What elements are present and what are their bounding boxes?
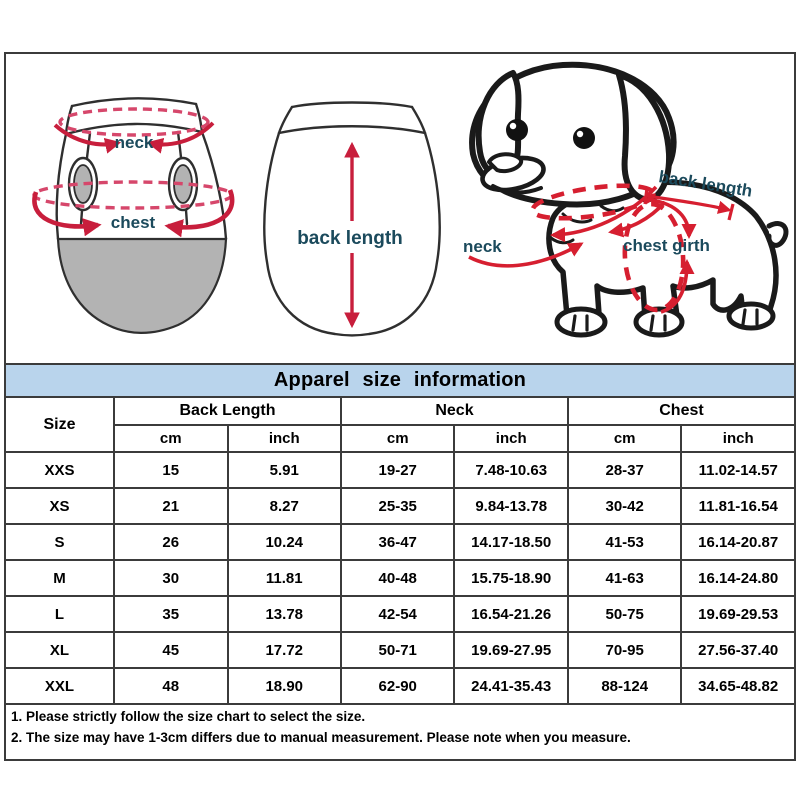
size-cell: XL	[5, 632, 114, 668]
front-chest-label: chest	[110, 213, 156, 232]
value-cell: 30-42	[568, 488, 681, 524]
size-cell: S	[5, 524, 114, 560]
value-cell: 28-37	[568, 452, 681, 488]
dog-diagram	[451, 54, 795, 363]
col-header-chest: Chest	[568, 397, 795, 425]
value-cell: 16.14-20.87	[681, 524, 795, 560]
table-row	[5, 668, 795, 704]
table-title-row	[5, 364, 795, 397]
value-cell: 34.65-48.82	[681, 668, 795, 704]
col-header-size: Size	[5, 397, 114, 452]
value-cell: 17.72	[228, 632, 341, 668]
value-cell: 41-53	[568, 524, 681, 560]
value-cell: 42-54	[341, 596, 454, 632]
unit-header-cm: cm	[568, 425, 681, 452]
garment-back-diagram	[237, 97, 447, 342]
value-cell: 7.48-10.63	[454, 452, 567, 488]
value-cell: 21	[114, 488, 227, 524]
value-cell: 16.14-24.80	[681, 560, 795, 596]
table-row	[5, 488, 795, 524]
table-row	[5, 524, 795, 560]
value-cell: 11.81	[228, 560, 341, 596]
value-cell: 8.27	[228, 488, 341, 524]
value-cell: 14.17-18.50	[454, 524, 567, 560]
size-cell: XS	[5, 488, 114, 524]
value-cell: 30	[114, 560, 227, 596]
note-2: 2. The size may have 1-3cm differs due to manual measurement. Please note when you measure.	[11, 729, 631, 745]
dog-neck-label: neck	[463, 237, 502, 256]
value-cell: 70-95	[568, 632, 681, 668]
dog-head	[472, 65, 674, 205]
note-1: 1. Please strictly follow the size chart to select the size.	[11, 709, 366, 724]
dog-eye-right	[573, 127, 595, 149]
value-cell: 13.78	[228, 596, 341, 632]
value-cell: 50-75	[568, 596, 681, 632]
value-cell: 25-35	[341, 488, 454, 524]
value-cell: 15	[114, 452, 227, 488]
value-cell: 24.41-35.43	[454, 668, 567, 704]
value-cell: 5.91	[228, 452, 341, 488]
value-cell: 19-27	[341, 452, 454, 488]
value-cell: 88-124	[568, 668, 681, 704]
value-cell: 41-63	[568, 560, 681, 596]
size-cell: XXL	[5, 668, 114, 704]
value-cell: 50-71	[341, 632, 454, 668]
value-cell: 48	[114, 668, 227, 704]
table-row	[5, 560, 795, 596]
value-cell: 10.24	[228, 524, 341, 560]
value-cell: 11.81-16.54	[681, 488, 795, 524]
unit-header-inch: inch	[681, 425, 795, 452]
value-cell: 26	[114, 524, 227, 560]
unit-header-cm: cm	[114, 425, 227, 452]
unit-header-cm: cm	[341, 425, 454, 452]
value-cell: 27.56-37.40	[681, 632, 795, 668]
value-cell: 35	[114, 596, 227, 632]
dog-nose	[489, 154, 521, 171]
vest-belly-patch	[58, 239, 226, 333]
value-cell: 40-48	[341, 560, 454, 596]
size-chart-sheet	[4, 52, 796, 761]
value-cell: 18.90	[228, 668, 341, 704]
table-title: Apparel size information	[5, 364, 795, 397]
value-cell: 19.69-29.53	[681, 596, 795, 632]
measuring-guide-panel	[4, 52, 796, 363]
garment-front-diagram	[30, 92, 245, 342]
front-neck-label: neck	[114, 133, 154, 152]
size-table	[4, 363, 796, 705]
unit-header-inch: inch	[454, 425, 567, 452]
value-cell: 15.75-18.90	[454, 560, 567, 596]
dog-eye-left	[506, 119, 528, 141]
value-cell: 16.54-21.26	[454, 596, 567, 632]
value-cell: 36-47	[341, 524, 454, 560]
value-cell: 45	[114, 632, 227, 668]
dog-chest-girth-label: chest girth	[623, 236, 710, 255]
value-cell: 19.69-27.95	[454, 632, 567, 668]
table-group-header-row	[5, 397, 795, 425]
dog-back-length-label: back length	[657, 167, 754, 201]
col-header-back-length: Back Length	[114, 397, 341, 425]
table-row	[5, 632, 795, 668]
value-cell: 11.02-14.57	[681, 452, 795, 488]
size-cell: M	[5, 560, 114, 596]
col-header-neck: Neck	[341, 397, 568, 425]
value-cell: 9.84-13.78	[454, 488, 567, 524]
size-cell: L	[5, 596, 114, 632]
unit-header-inch: inch	[228, 425, 341, 452]
table-row	[5, 452, 795, 488]
size-cell: XXS	[5, 452, 114, 488]
notes-box	[4, 705, 796, 761]
back-length-label: back length	[297, 228, 403, 249]
table-row	[5, 596, 795, 632]
size-table-body	[5, 452, 795, 704]
value-cell: 62-90	[341, 668, 454, 704]
table-unit-header-row	[5, 425, 795, 452]
